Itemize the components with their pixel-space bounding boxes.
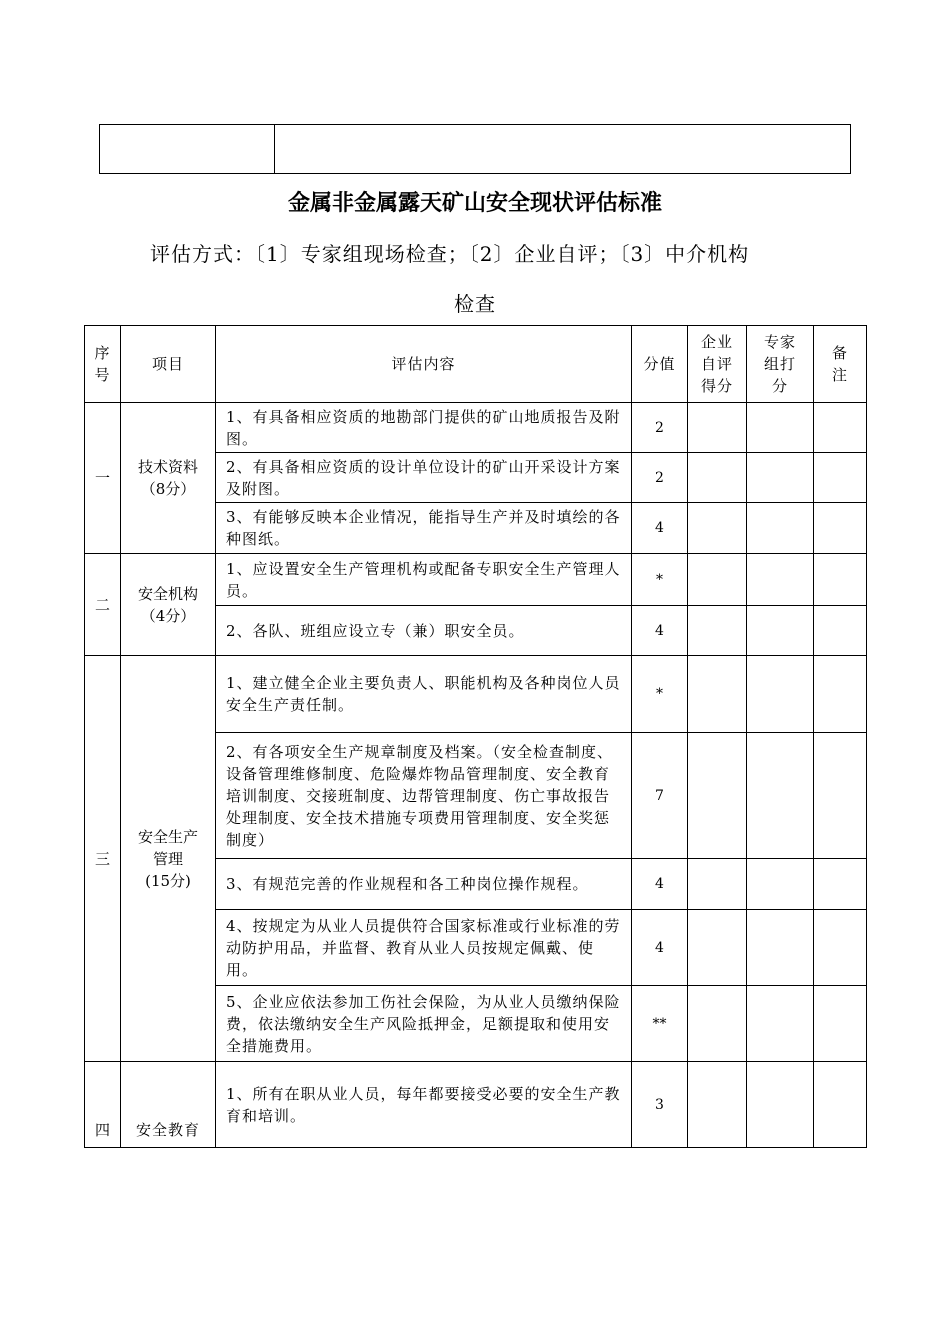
header-seq: 序 号 [85,326,121,403]
criterion-content: 1、应设置安全生产管理机构或配备专职安全生产管理人员。 [216,554,632,606]
criterion-score: 4 [632,910,688,986]
evaluation-method-line2: 检查 [454,292,496,316]
criterion-content: 1、有具备相应资质的地勘部门提供的矿山地质报告及附图。 [216,403,632,453]
header-box [99,124,851,174]
table-row [85,554,867,606]
evaluation-table [84,325,867,1148]
remark-cell[interactable] [814,453,867,503]
criterion-score: 4 [632,503,688,554]
section-seq: 三 [85,656,121,1062]
expert-score-cell[interactable] [747,503,814,554]
criterion-score: 4 [632,859,688,910]
table-row [85,403,867,453]
table-header-row [85,326,867,403]
criterion-content: 4、按规定为从业人员提供符合国家标准或行业标准的劳动防护用品，并监督、教育从业人员按规定佩戴、使用。 [216,910,632,986]
self-eval-cell[interactable] [688,453,747,503]
expert-score-cell[interactable] [747,403,814,453]
remark-cell[interactable] [814,986,867,1062]
criterion-score: 4 [632,606,688,656]
criterion-score: ** [632,986,688,1062]
section-item: 安全教育 [121,1062,216,1148]
self-eval-cell[interactable] [688,910,747,986]
expert-score-cell[interactable] [747,554,814,606]
expert-score-cell[interactable] [747,910,814,986]
self-eval-cell[interactable] [688,606,747,656]
expert-score-cell[interactable] [747,859,814,910]
criterion-content: 2、有各项安全生产规章制度及档案。（安全检查制度、设备管理维修制度、危险爆炸物品管理制度、安全教育培训制度、交接班制度、边帮管理制度、伤亡事故报告处理制度、安全技术措施专项费用管理制度、安全奖惩制度） [216,733,632,859]
section-seq: 四 [85,1062,121,1148]
expert-score-cell[interactable] [747,986,814,1062]
expert-score-cell[interactable] [747,733,814,859]
criterion-score: * [632,656,688,733]
remark-cell[interactable] [814,403,867,453]
remark-cell[interactable] [814,656,867,733]
expert-score-cell[interactable] [747,1062,814,1148]
criterion-score: * [632,554,688,606]
section-seq: 二 [85,554,121,656]
criterion-score: 2 [632,453,688,503]
expert-score-cell[interactable] [747,606,814,656]
criterion-content: 2、有具备相应资质的设计单位设计的矿山开采设计方案及附图。 [216,453,632,503]
criterion-content: 1、所有在职从业人员，每年都要接受必要的安全生产教育和培训。 [216,1062,632,1148]
section-item: 技术资料 （8分） [121,403,216,554]
remark-cell[interactable] [814,859,867,910]
section-item: 安全机构 （4分） [121,554,216,656]
evaluation-method-line1: 评估方式：〔1〕专家组现场检查；〔2〕企业自评；〔3〕中介机构 [150,242,750,266]
criterion-score: 3 [632,1062,688,1148]
remark-cell[interactable] [814,554,867,606]
self-eval-cell[interactable] [688,859,747,910]
table-row [85,1062,867,1148]
header-item: 项目 [121,326,216,403]
remark-cell[interactable] [814,1062,867,1148]
self-eval-cell[interactable] [688,403,747,453]
header-divider [274,125,275,173]
header-expert: 专家 组打 分 [747,326,814,403]
table-row [85,656,867,733]
expert-score-cell[interactable] [747,656,814,733]
section-seq: 一 [85,403,121,554]
header-content: 评估内容 [216,326,632,403]
self-eval-cell[interactable] [688,503,747,554]
remark-cell[interactable] [814,910,867,986]
remark-cell[interactable] [814,733,867,859]
document-title: 金属非金属露天矿山安全现状评估标准 [287,191,662,216]
criterion-content: 2、各队、班组应设立专（兼）职安全员。 [216,606,632,656]
criterion-content: 3、有能够反映本企业情况，能指导生产并及时填绘的各种图纸。 [216,503,632,554]
header-remark: 备 注 [814,326,867,403]
criterion-content: 5、企业应依法参加工伤社会保险，为从业人员缴纳保险费，依法缴纳安全生产风险抵押金，足额提取和使用安全措施费用。 [216,986,632,1062]
self-eval-cell[interactable] [688,733,747,859]
remark-cell[interactable] [814,606,867,656]
criterion-score: 7 [632,733,688,859]
remark-cell[interactable] [814,503,867,554]
expert-score-cell[interactable] [747,453,814,503]
self-eval-cell[interactable] [688,656,747,733]
criterion-content: 3、有规范完善的作业规程和各工种岗位操作规程。 [216,859,632,910]
self-eval-cell[interactable] [688,554,747,606]
criterion-content: 1、建立健全企业主要负责人、职能机构及各种岗位人员安全生产责任制。 [216,656,632,733]
criterion-score: 2 [632,403,688,453]
self-eval-cell[interactable] [688,986,747,1062]
self-eval-cell[interactable] [688,1062,747,1148]
header-self-eval: 企业 自评 得分 [688,326,747,403]
header-score: 分值 [632,326,688,403]
section-item: 安全生产 管理 (15分) [121,656,216,1062]
